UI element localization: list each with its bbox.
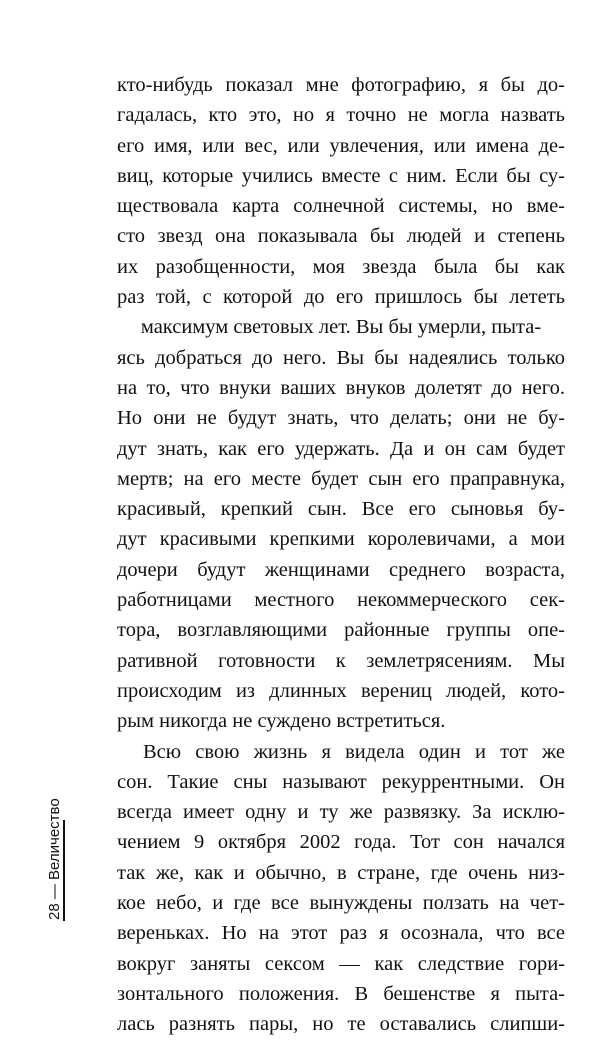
margin-rule	[63, 820, 65, 921]
text-line: ративной готовности к землетрясениям. Мы	[117, 649, 565, 672]
text-line: сто звезд она показывала бы людей и степень	[117, 225, 565, 248]
text-line: работницами местного некоммерческого сек-	[117, 589, 565, 612]
running-head	[47, 798, 63, 920]
text-line: рым никогда не суждено встретиться.	[117, 710, 446, 733]
text-line: кое небо, и где все вынуждены ползать на чет-	[117, 892, 565, 915]
text-line: красивый, крепкий сын. Все его сыновья бу-	[117, 498, 565, 521]
text-line: раз той, с которой до его пришлось бы лететь	[117, 286, 565, 309]
text-line: тора, возглавляющими районные группы опе-	[117, 619, 565, 642]
text-line: дут красивыми крепкими королевичами, а мои	[117, 528, 565, 551]
page-number: 28	[46, 903, 63, 920]
text-line: сон. Такие сны называют рекуррентными. Он	[117, 770, 565, 793]
text-line: ществовала карта солнечной системы, но вме-	[117, 195, 565, 218]
text-line: гадалась, кто это, но я точно не могла назвать	[117, 104, 565, 127]
text-line: зонтального положения. В бешенстве я пыта-	[117, 982, 565, 1005]
text-line: Всю свою жизнь я видела один и тот же	[143, 740, 565, 763]
text-line: происходим из длинных верениц людей, кото-	[117, 679, 565, 702]
text-line: так же, как и обычно, в стране, где очень низ-	[117, 861, 565, 884]
text-line: кто-нибудь показал мне фотографию, я бы до-	[117, 74, 565, 96]
body-text	[117, 70, 565, 1040]
running-head-separator: —	[46, 879, 63, 904]
text-line: на то, что внуки ваших внуков долетят до него.	[117, 376, 565, 399]
text-line: виц, которые учились вместе с ним. Если бы су-	[117, 164, 565, 187]
text-line: дут знать, как его удержать. Да и он сам будет	[117, 437, 565, 460]
text-line: ясь добраться до него. Вы бы надеялись только	[117, 346, 565, 369]
text-line: их разобщенности, моя звезда была бы как	[117, 255, 565, 278]
running-head-title: Величество	[46, 798, 63, 880]
text-line: максимум световых лет. Вы бы умерли, пыта-	[140, 316, 542, 339]
text-line: чением 9 октября 2002 года. Тот сон начался	[117, 831, 565, 854]
text-line: всегда имеет одну и ту же развязку. За исклю-	[117, 801, 565, 824]
text-line: дочери будут женщинами среднего возраста,	[117, 558, 565, 581]
text-line: вереньках. Но на этот раз я осознала, что все	[117, 922, 565, 945]
text-line: мертв; на его месте будет сын его праправнука,	[117, 467, 565, 490]
text-line: Но они не будут знать, что делать; они не бу-	[117, 407, 565, 430]
text-line: вокруг заняты сексом — как следствие гори-	[117, 952, 565, 975]
text-line: лась разнять пары, но те оставались слипши-	[117, 1013, 565, 1036]
text-line: его имя, или вес, или увлечения, или имена де-	[117, 134, 565, 157]
